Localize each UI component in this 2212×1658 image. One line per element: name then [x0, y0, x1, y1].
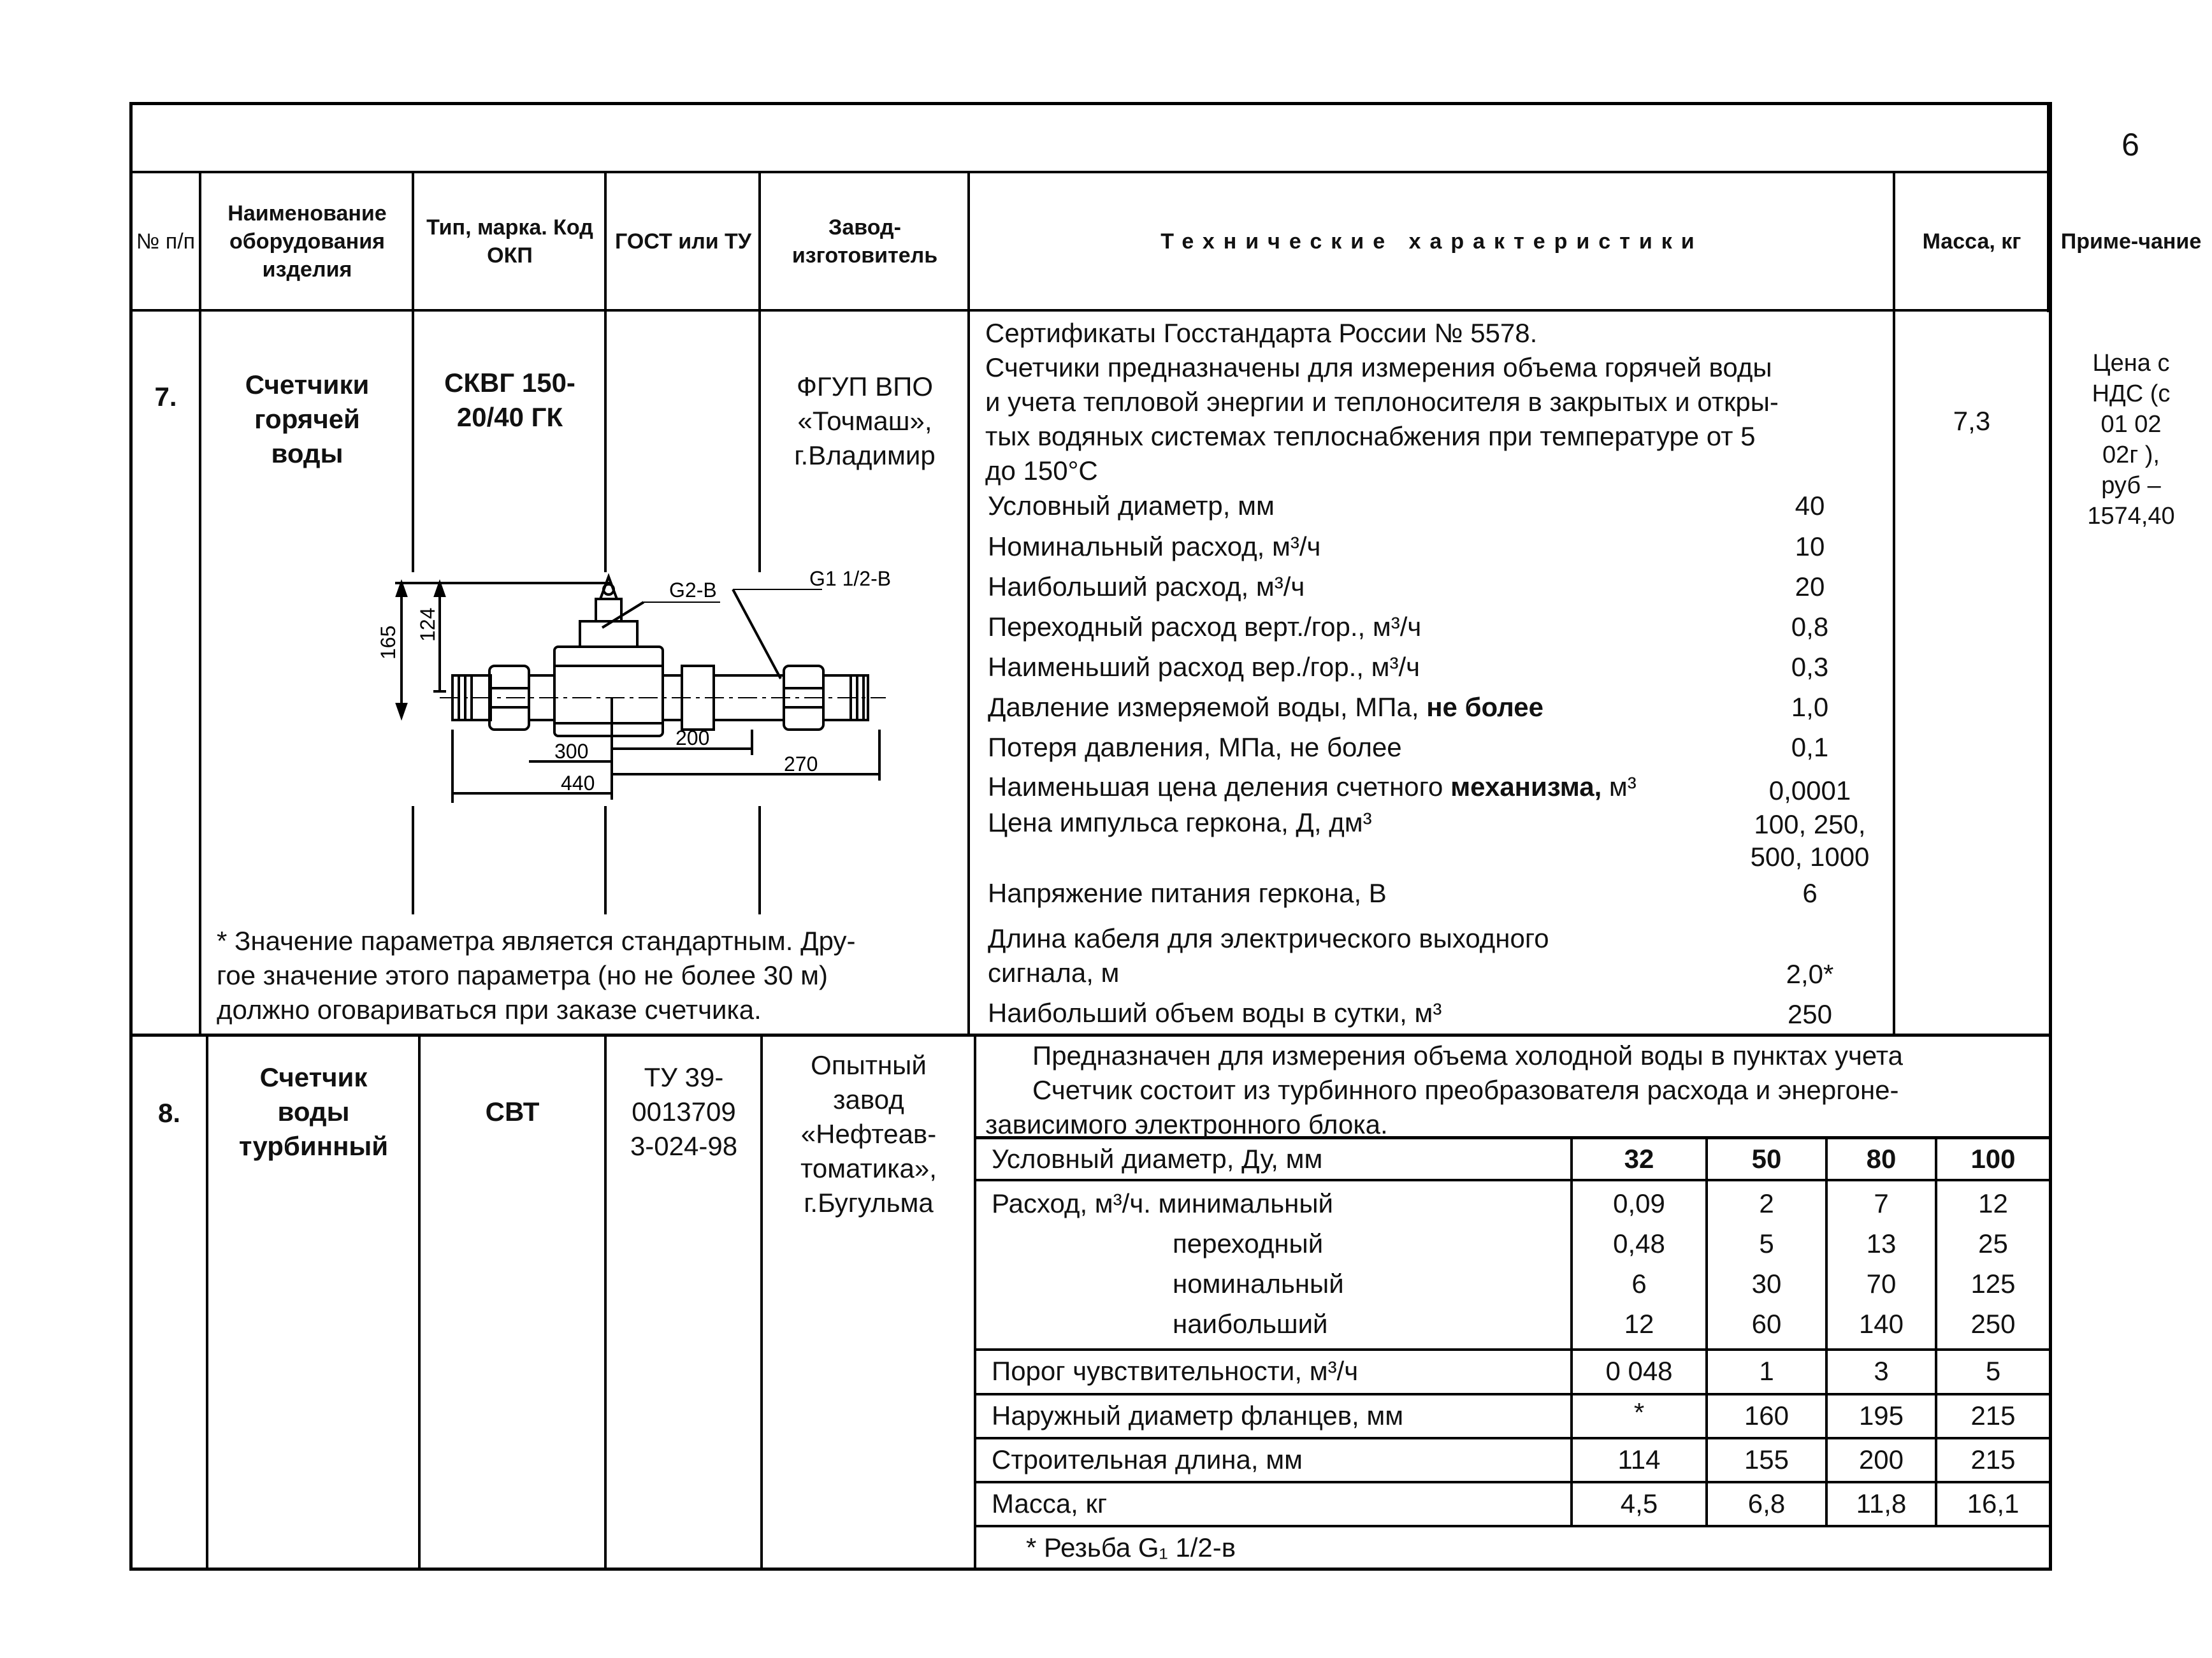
header-mass: Масса, кг	[1922, 229, 2021, 254]
dim-270: 270	[784, 753, 818, 775]
header-gost: ГОСТ или ТУ	[615, 229, 751, 254]
water-meter-drawing	[376, 570, 924, 812]
header-tech: Технические характеристики	[1160, 229, 1703, 254]
dim-165: 165	[377, 625, 400, 660]
header-note: Приме-чание	[2060, 229, 2202, 254]
row7-mass: 7,3	[1953, 406, 1991, 436]
header-type: Тип, марка. Код ОКП	[426, 215, 593, 268]
label-g1: G1 1/2-B	[809, 570, 892, 590]
dim-124: 124	[416, 607, 439, 642]
row8-num: 8.	[157, 1098, 181, 1128]
header-num: № п/п	[136, 229, 196, 254]
page-number: 6	[2122, 127, 2139, 162]
dim-440: 440	[561, 772, 595, 795]
row7-num: 7.	[154, 382, 177, 412]
row8-type: СВТ	[485, 1097, 540, 1127]
dim-300: 300	[554, 740, 589, 763]
row8-footnote: * Резьба G₁ 1/2-в	[1026, 1532, 1236, 1562]
dim-200: 200	[676, 726, 710, 749]
header-maker: Завод-изготовитель	[792, 215, 938, 268]
header-name: Наименование оборудования изделия	[228, 201, 387, 282]
label-g2: G2-B	[669, 579, 717, 602]
